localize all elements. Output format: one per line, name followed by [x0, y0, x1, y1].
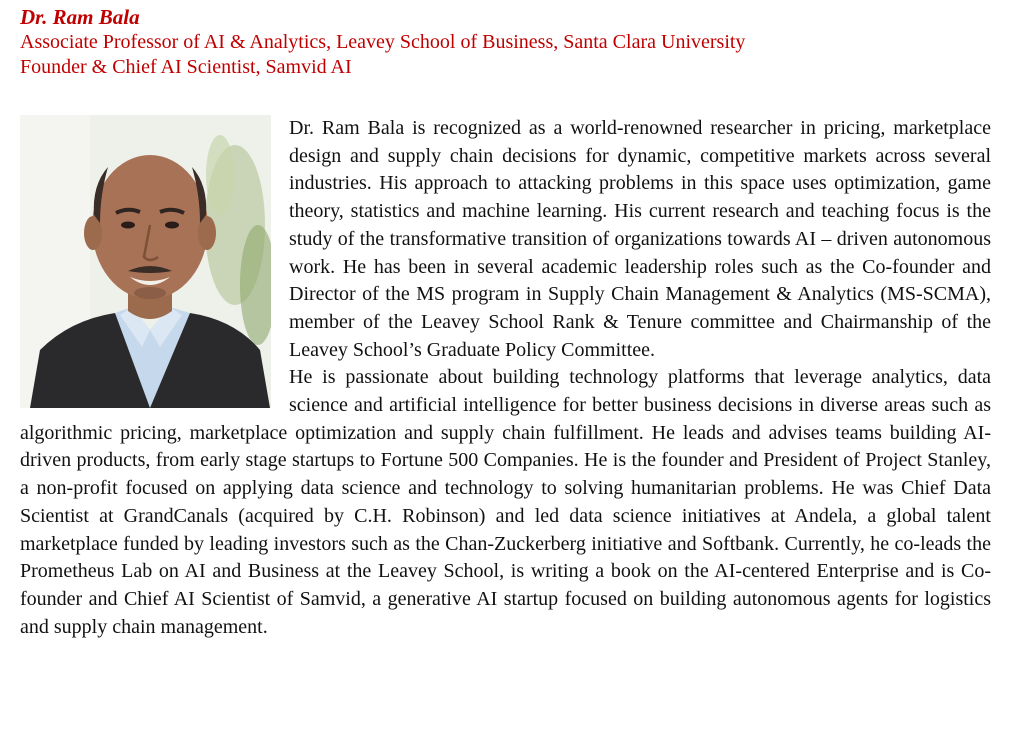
bio-section	[20, 115, 991, 641]
portrait-image	[20, 115, 271, 408]
person-name: Dr. Ram Bala	[20, 5, 140, 29]
bio-paragraph-2: He is passionate about building technology platforms that leverage analytics, data science and artificial intelligence for better business decisions in diverse areas such as algorithmic pricing, marketplace optimization and supply chain fulfillment. He leads and advises teams building AI-driven products, from early stage startups to Fortune 500 Companies. He is the founder and President of Project Stanley, a non-profit focused on applying data science and technology to solving humanitarian problems. He was Chief Data Scientist at GrandCanals (acquired by C.H. Robinson) and led data science initiatives at Andela, a global talent marketplace funded by leading investors such as the Chan-Zuckerberg initiative and Softbank. Currently, he co-leads the Prometheus Lab on AI and Business at the Leavey School, is writing a book on the AI-centered Enterprise and is Co-founder and Chief AI Scientist of Samvid, a generative AI startup focused on building autonomous agents for logistics and supply chain management.	[20, 366, 991, 638]
portrait-photo	[20, 115, 271, 408]
bio-paragraph-1: Dr. Ram Bala is recognized as a world-renowned researcher in pricing, marketplace design and supply chain decisions for dynamic, competitive markets across several industries. His approach to attacking problems in this space uses optimization, game theory, statistics and machine learning. His current research and teaching focus is the study of the transformative transition of organizations towards AI – driven autonomous work. He has been in several academic leadership roles such as the Co-founder and Director of the MS program in Supply Chain Management & Analytics (MS-SCMA), member of the Leavey School Rank & Tenure committee and Chairmanship of the Leavey School’s Graduate Policy Committee.	[289, 117, 991, 361]
profile-header	[20, 4, 1000, 80]
title-line-1: Associate Professor of AI & Analytics, Leavey School of Business, Santa Clara University	[20, 31, 746, 53]
title-line-2: Founder & Chief AI Scientist, Samvid AI	[20, 56, 352, 78]
